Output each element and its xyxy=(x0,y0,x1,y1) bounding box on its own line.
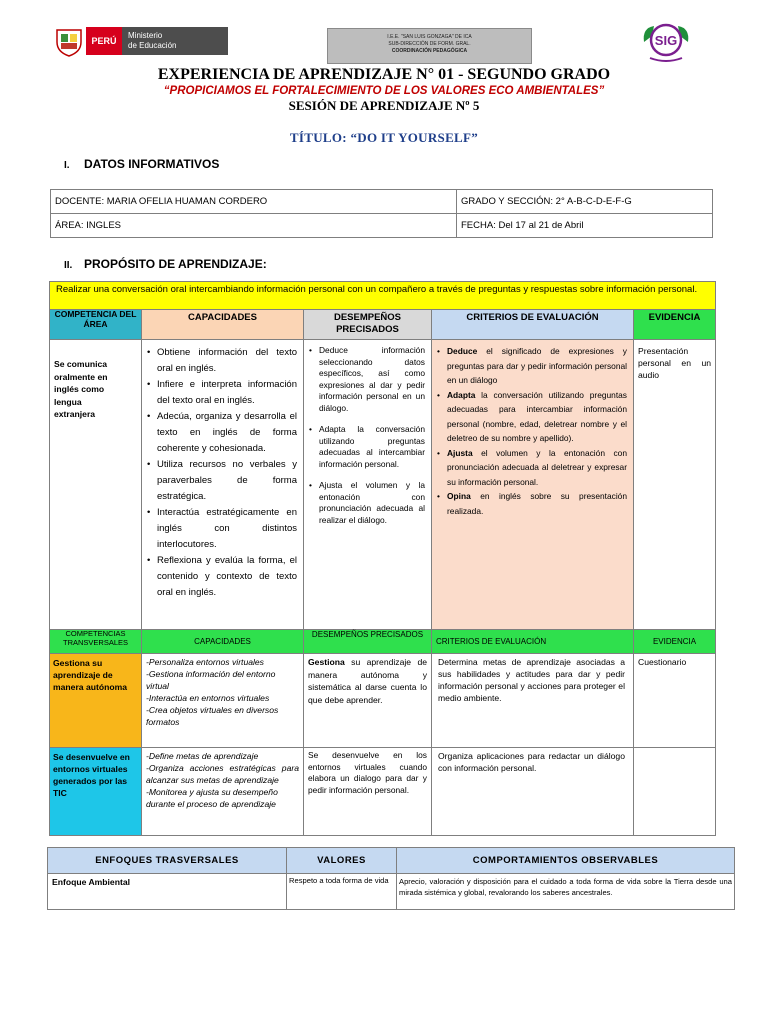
criterio-text: en inglés sobre su presentación realizada. xyxy=(447,491,627,516)
session-title: SESIÓN DE APRENDIZAJE Nº 5 xyxy=(288,98,480,113)
docente-cell: DOCENTE: MARIA OFELIA HUAMAN CORDERO xyxy=(51,190,457,214)
ie-line-2: SUB-DIRECCIÓN DE FORM. GRAL. xyxy=(388,41,471,47)
section-2-heading xyxy=(64,257,267,271)
evidencia-cell: Presentación personal en un audio xyxy=(634,340,716,630)
peru-label: PERÚ xyxy=(86,27,122,55)
section-2-number: II. xyxy=(64,260,73,271)
trans-competencia-2: Se desenvuelve en entornos virtuales generados por las TIC xyxy=(50,748,142,836)
header-evidencia: EVIDENCIA xyxy=(634,310,716,340)
page-subtitle: “PROPICIAMOS EL FORTALECIMIENTO DE LOS VALORES ECO AMBIENTALES” xyxy=(163,85,605,97)
criterio-text: el volumen y la entonación con pronunciación adecuada al deletrear y expresar su información personal. xyxy=(447,447,627,487)
capacidades-cell xyxy=(142,340,304,630)
sig-logo-icon xyxy=(640,20,692,64)
trans-capacidad-line: -Interactúa en entornos virtuales xyxy=(146,693,270,703)
trans-capacidad-line: -Monitorea y ajusta su desempeño durante el proceso de aprendizaje xyxy=(146,787,278,809)
trans-capacidad-line: -Personaliza entornos virtuales xyxy=(146,657,264,667)
peru-coat-of-arms-icon xyxy=(52,24,86,58)
grado-cell: GRADO Y SECCIÓN: 2° A-B-C-D-E-F-G xyxy=(457,190,713,214)
capacidad-item: • Obtiene información del texto oral en inglés. xyxy=(146,345,297,377)
trans-capacidad-line: -Gestiona información del entorno virtual xyxy=(146,669,276,691)
ministerio-line-2: de Educación xyxy=(128,41,177,50)
criterio-text: el significado de expresiones y preguntas para dar y pedir información personal en un diálogo xyxy=(447,346,627,385)
proposito-cell: Realizar una conversación oral intercambiando información personal con un compañero a través de preguntas y respuestas sobre información personal. xyxy=(50,282,716,310)
ministerio-label xyxy=(122,27,228,55)
criterio-item xyxy=(436,489,627,518)
criterio-verb: Opina xyxy=(447,491,471,501)
capacidad-item: • Adecúa, organiza y desarrolla el texto en inglés de forma coherente y cohesionada. xyxy=(146,409,297,457)
trans-competencia-1: Gestiona su aprendizaje de manera autónoma xyxy=(50,654,142,748)
valor-cell: Respeto a toda forma de vida xyxy=(287,874,397,910)
competencia-cell xyxy=(50,340,142,630)
area-cell: ÁREA: INGLES xyxy=(51,214,457,238)
trans-criterios-1: Determina metas de aprendizaje asociadas a sus habilidades y actitudes para dar y pedir información personal y acciones para proteger el medio ambiente. xyxy=(432,654,634,748)
desempeno-item: • Deduce información seleccionando datos específicos, así como expresiones al dar y pedir información personal en un diálogo. xyxy=(308,345,425,414)
trans-desempeno-text: su aprendizaje de manera autónoma y sistemática al darse cuenta lo que debe aprender. xyxy=(308,657,427,705)
trans-header-evidencia: EVIDENCIA xyxy=(634,630,716,654)
header-criterios: CRITERIOS DE EVALUACIÓN xyxy=(432,310,634,340)
criterio-item xyxy=(436,344,627,388)
desempeno-item: • Ajusta el volumen y la entonación con pronunciación adecuada al realizar el diálogo. xyxy=(308,480,425,526)
criterio-text: la conversación utilizando preguntas adecuadas para intercambiar información personal (nombre, edad, deletrear nombre y el deletreo de su nombre y apellido). xyxy=(447,389,627,443)
minedu-logo xyxy=(52,24,234,58)
desempeno-item: • Adapta la conversación utilizando preguntas adecuadas al intercambiar información personal. xyxy=(308,424,425,470)
section-1-label: DATOS INFORMATIVOS xyxy=(84,157,220,171)
criterio-verb: Deduce xyxy=(447,346,478,356)
enfoque-cell: Enfoque Ambiental xyxy=(48,874,287,910)
institution-box xyxy=(327,28,532,64)
trans-header-desempenos: DESEMPEÑOS PRECISADOS xyxy=(304,630,432,654)
section-2-label: PROPÓSITO DE APRENDIZAJE: xyxy=(84,257,267,271)
header-desempenos: DESEMPEÑOS PRECISADOS xyxy=(304,310,432,340)
trans-header-capacidades: CAPACIDADES xyxy=(142,630,304,654)
lesson-title: TÍTULO: “DO IT YOURSELF” xyxy=(289,130,479,145)
sig-text: SIG xyxy=(654,33,678,48)
trans-desempeno-text: Se desenvuelve en los entornos virtuales cuando elabora un dialogo para dar y pedir información personal. xyxy=(308,750,427,795)
ministerio-line-1: Ministerio xyxy=(128,31,163,40)
section-1-number: I. xyxy=(64,160,70,171)
trans-capacidades-2 xyxy=(142,748,304,836)
purpose-table xyxy=(49,281,716,836)
desempenos-cell xyxy=(304,340,432,630)
trans-desempeno-verb: Gestiona xyxy=(308,657,345,667)
trans-capacidades-1 xyxy=(142,654,304,748)
capacidad-item: • Reflexiona y evalúa la forma, el contenido y contexto de texto oral en inglés. xyxy=(146,553,297,601)
criterios-cell xyxy=(432,340,634,630)
criterio-verb: Ajusta xyxy=(447,447,473,458)
criterio-verb: Adapta xyxy=(447,389,476,400)
trans-desempeno-1 xyxy=(304,654,432,748)
comportamientos-header: COMPORTAMIENTOS OBSERVABLES xyxy=(397,848,735,874)
trans-capacidad-line: -Define metas de aprendizaje xyxy=(146,751,259,761)
trans-header-competencia: COMPETENCIAS TRANSVERSALES xyxy=(50,630,142,654)
ie-line-3: COORDINACIÓN PEDAGÓGICA xyxy=(391,48,468,54)
ie-line-1: I.E.E. "SAN LUIS GONZAGA" DE ICA xyxy=(387,34,472,40)
trans-header-criterios: CRITERIOS DE EVALUACIÓN xyxy=(432,630,634,654)
info-table xyxy=(50,189,713,238)
trans-capacidad-line: -Crea objetos virtuales en diversos formatos xyxy=(146,705,279,727)
comportamiento-cell: Aprecio, valoración y disposición para el cuidado a toda forma de vida sobre la Tierra desde una mirada sistémica y global, revalorando los saberes ancestrales. xyxy=(397,874,735,910)
criterio-item xyxy=(436,388,627,446)
enfoques-table xyxy=(47,847,735,910)
enfoques-header: ENFOQUES TRASVERSALES xyxy=(48,848,287,874)
capacidad-item: • Interactúa estratégicamente en inglés con distintos interlocutores. xyxy=(146,505,297,553)
trans-capacidad-line: -Organiza acciones estratégicas para alcanzar sus metas de aprendizaje xyxy=(146,763,299,785)
header-competencia: COMPETENCIA DEL ÁREA xyxy=(50,310,142,340)
trans-desempeno-2 xyxy=(304,748,432,836)
trans-criterios-2: Organiza aplicaciones para redactar un diálogo con información personal. xyxy=(432,748,634,836)
competencia-text: Se comunica oralmente en inglés como lengua extranjera xyxy=(54,359,108,419)
fecha-cell: FECHA: Del 17 al 21 de Abril xyxy=(457,214,713,238)
header-capacidades: CAPACIDADES xyxy=(142,310,304,340)
valores-header: VALORES xyxy=(287,848,397,874)
section-1-heading xyxy=(64,157,219,171)
capacidad-item: • Utiliza recursos no verbales y paraverbales de forma estratégica. xyxy=(146,457,297,505)
trans-evidencia-1: Cuestionario xyxy=(634,654,716,748)
criterio-item xyxy=(436,446,627,490)
trans-evidencia-2 xyxy=(634,748,716,836)
page-title: EXPERIENCIA DE APRENDIZAJE N° 01 - SEGUNDO GRADO xyxy=(157,66,611,83)
capacidad-item: • Infiere e interpreta información del texto oral en inglés. xyxy=(146,377,297,409)
